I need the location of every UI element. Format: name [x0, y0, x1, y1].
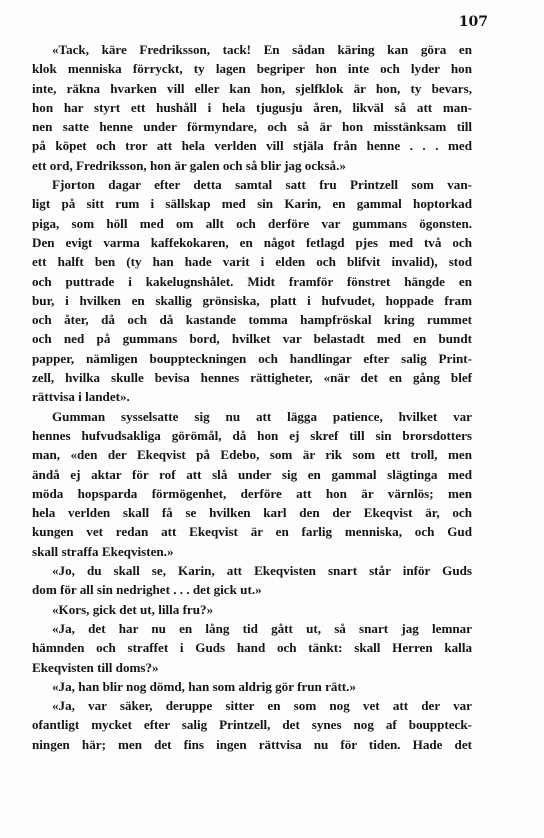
text-line: och åter, då och då kastande tomma hampfröskal kring rummet — [32, 312, 472, 328]
text-line: Fjorton dagar efter detta samtal satt fru Printzell som van- — [52, 177, 472, 193]
text-line: papper, nämligen bouppteckningen och handlingar efter salig Print- — [32, 350, 472, 366]
text-line: hela verlden skall få se hvilken karl den der Ekeqvist är, och — [32, 505, 472, 521]
text-line: möda hopsparda förmögenhet, derföre att hon är värnlös; men — [32, 485, 472, 501]
text-line: på köpet och tror att hela verlden vill stjäla från henne . . . med — [32, 138, 472, 154]
text-line: skall straffa Ekeqvisten.» — [32, 543, 174, 559]
text-line: «Jo, du skall se, Karin, att Ekeqvisten snart står inför Guds — [52, 563, 472, 579]
body-text — [32, 40, 472, 754]
text-line: nen satte henne under förmyndare, och så är hon misstänksam till — [32, 119, 472, 135]
text-line: «Tack, käre Fredriksson, tack! En sådan käring kan göra en — [52, 42, 472, 57]
text-line: och ned på gummans bord, hvilket var belastadt med en bundt — [32, 331, 472, 347]
text-line: piga, som höll med om allt och derföre var gummans ögonsten. — [32, 215, 472, 231]
text-line: kungen vet redan att Ekeqvist är en farlig menniska, och Gud — [32, 524, 472, 540]
text-line: dom för all sin nedrighet . . . det gick ut.» — [32, 582, 262, 598]
text-line: ett halft ben (ty han hade varit i elden och blifvit invalid), stod — [32, 254, 472, 270]
text-line: klok menniska förryckt, ty lagen begriper hon inte och lyder hon — [32, 61, 472, 77]
text-line: och puttrade i kakelugnshålet. Midt framför fönstret hängde en — [32, 273, 472, 289]
text-line: Den evigt varma kaffekokaren, en något fetlagd pjes med två och — [32, 234, 472, 250]
text-line: bur, i hvilken en skallig grönsiska, platt i hufvudet, hoppade fram — [32, 292, 472, 308]
text-line: ligt på sitt rum i sällskap med sin Karin, en gammal hoptorkad — [32, 196, 472, 212]
text-line: «Ja, var säker, deruppe sitter en som nog vet att der var — [52, 698, 472, 714]
page-number: 107 — [458, 14, 488, 30]
text-line: hennes hufvudsakliga görömål, då hon ej skref till sin brorsdotters — [32, 427, 472, 443]
text-line: ningen här; men det fins ingen rättvisa nu för tiden. Hade det — [32, 736, 472, 752]
text-line: ofantligt mycket efter salig Printzell, det synes nog af bouppteck- — [32, 717, 472, 733]
text-line: hon har styrt ett hushåll i hela tjugusju åren, likväl så att man- — [32, 99, 472, 115]
text-line: Gumman sysselsatte sig nu att lägga patience, hvilket var — [52, 408, 472, 424]
text-line: ändå ej aktar för rof att slå under sig en gammal slägtinga med — [32, 466, 472, 482]
text-line: ett ord, Fredriksson, hon är galen och så blir jag också.» — [32, 157, 346, 173]
text-line: «Kors, gick det ut, lilla fru?» — [52, 601, 214, 617]
text-line: inte, räkna hvarken vill eller kan hon, sjelfklok är hon, ty bevars, — [32, 80, 472, 96]
text-line: zell, hvilka skulle bevisa hennes rättigheter, «när det en gång blef — [32, 370, 472, 386]
text-line: «Ja, han blir nog dömd, han som aldrig gör frun rätt.» — [52, 678, 356, 694]
text-line: «Ja, det har nu en lång tid gått ut, så snart jag lemnar — [52, 620, 472, 636]
text-line: hämnden och straffet i Guds hand och tänkt: skall Herren kalla — [32, 640, 472, 656]
text-line: rättvisa i landet». — [32, 389, 130, 405]
text-line: Ekeqvisten till doms?» — [32, 659, 159, 675]
text-line: man, «den der Ekeqvist på Edebo, som är rik som ett troll, men — [32, 447, 472, 463]
